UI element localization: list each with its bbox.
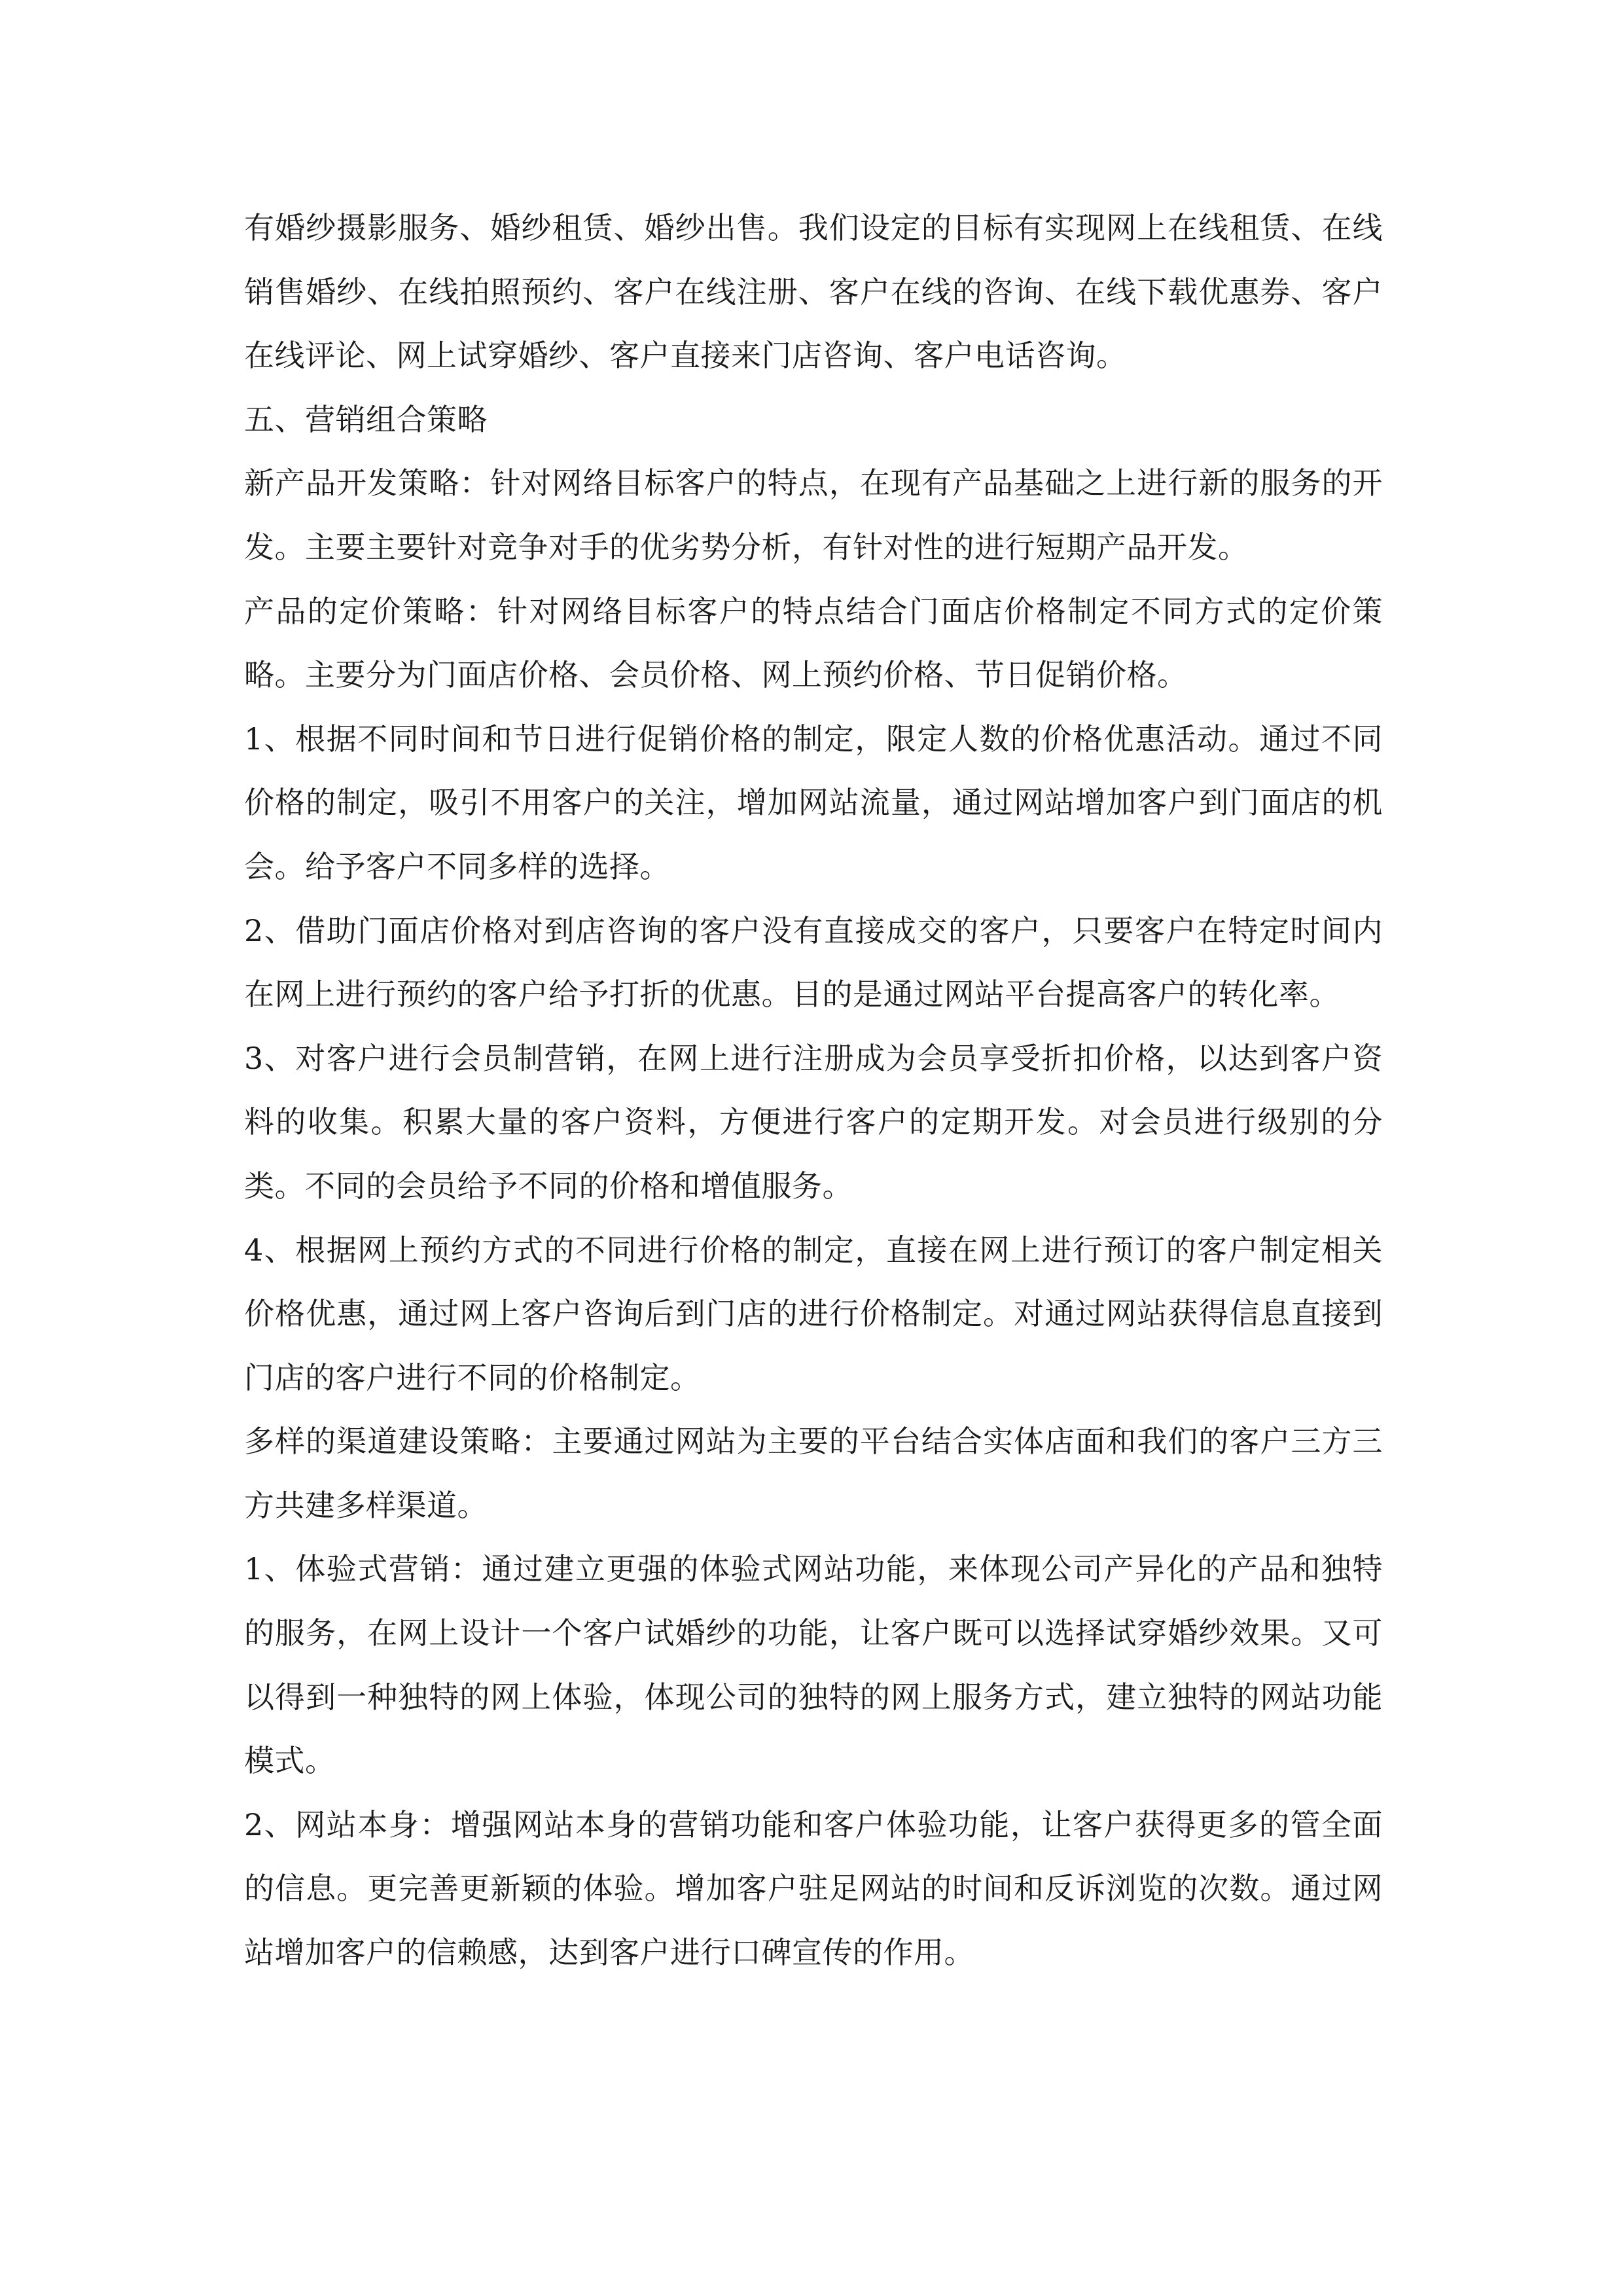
paragraph-pricing-item-3: 3、对客户进行会员制营销，在网上进行注册成为会员享受折扣价格，以达到客户资料的收集。积累大量的客户资料，方便进行客户的定期开发。对会员进行级别的分类。不同的会员给予不同的价格和增值服务。 <box>244 1040 1383 1204</box>
paragraph-new-product-strategy: 新产品开发策略：针对网络目标客户的特点，在现有产品基础之上进行新的服务的开发。主要主要针对竞争对手的优劣势分析，有针对性的进行短期产品开发。 <box>244 465 1383 565</box>
document-body <box>244 196 1383 1985</box>
paragraph-pricing-item-1: 1、根据不同时间和节日进行促销价格的制定，限定人数的价格优惠活动。通过不同价格的制定，吸引不用客户的关注，增加网站流量，通过网站增加客户到门面店的机会。给予客户不同多样的选择。 <box>244 721 1383 884</box>
paragraph-pricing-item-4: 4、根据网上预约方式的不同进行价格的制定，直接在网上进行预订的客户制定相关价格优惠，通过网上客户咨询后到门店的进行价格制定。对通过网站获得信息直接到门店的客户进行不同的价格制定。 <box>244 1232 1383 1395</box>
paragraph-pricing-item-2: 2、借助门面店价格对到店咨询的客户没有直接成交的客户，只要客户在特定时间内在网上进行预约的客户给予打折的优惠。目的是通过网站平台提高客户的转化率。 <box>244 912 1383 1013</box>
paragraph-channel-item-1: 1、体验式营销：通过建立更强的体验式网站功能，来体现公司产异化的产品和独特的服务，在网上设计一个客户试婚纱的功能，让客户既可以选择试穿婚纱效果。又可以得到一种独特的网上体验，体现公司的独特的网上服务方式，建立独特的网站功能模式。 <box>244 1551 1383 1779</box>
paragraph-channel-strategy: 多样的渠道建设策略：主要通过网站为主要的平台结合实体店面和我们的客户三方三方共建多样渠道。 <box>244 1424 1383 1523</box>
paragraph-channel-item-2: 2、网站本身：增强网站本身的营销功能和客户体验功能，让客户获得更多的管全面的信息。更完善更新颖的体验。增加客户驻足网站的时间和反诉浏览的次数。通过网站增加客户的信赖感，达到客户进行口碑宣传的作用。 <box>244 1806 1383 1971</box>
section-heading-marketing-mix: 五、营销组合策略 <box>244 401 488 437</box>
paragraph-pricing-strategy: 产品的定价策略：针对网络目标客户的特点结合门面店价格制定不同方式的定价策略。主要分为门面店价格、会员价格、网上预约价格、节日促销价格。 <box>244 593 1383 693</box>
paragraph-services-goals: 有婚纱摄影服务、婚纱租赁、婚纱出售。我们设定的目标有实现网上在线租赁、在线销售婚纱、在线拍照预约、客户在线注册、客户在线的咨询、在线下载优惠券、客户在线评论、网上试穿婚纱、客户直接来门店咨询、客户电话咨询。 <box>244 210 1383 374</box>
